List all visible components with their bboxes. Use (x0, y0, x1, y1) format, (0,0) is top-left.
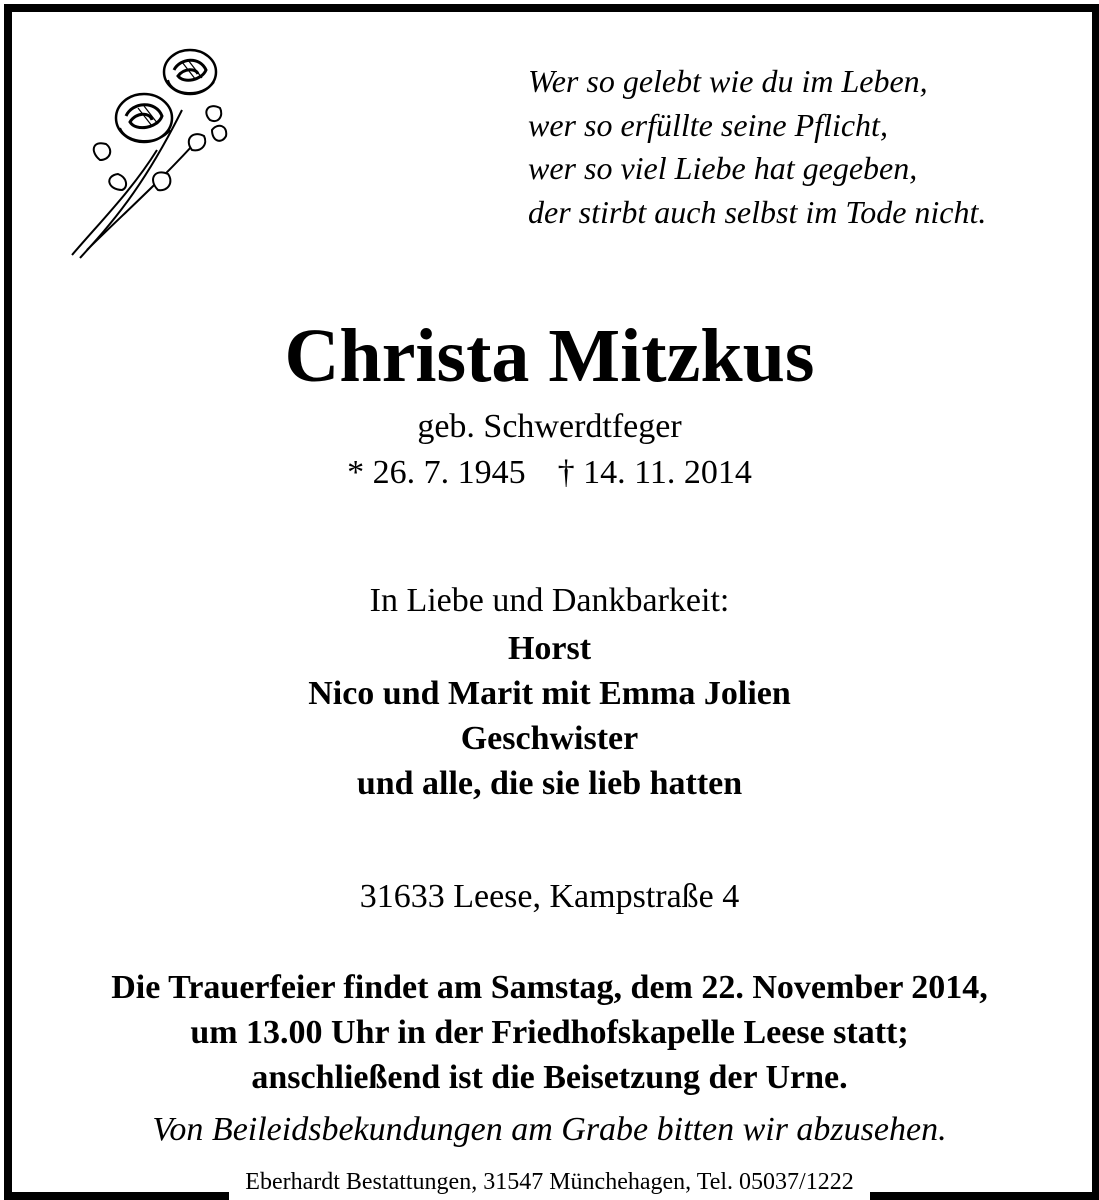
birth-date: * 26. 7. 1945 (347, 454, 526, 491)
ceremony-line: Die Trauerfeier findet am Samstag, dem 22. November 2014, (111, 969, 988, 1006)
poem (528, 60, 1048, 234)
ceremony-line: anschließend ist die Beisetzung der Urne. (251, 1059, 848, 1096)
family-address: 31633 Leese, Kampstraße 4 (359, 878, 740, 915)
deceased-name: Christa Mitzkus (284, 314, 815, 398)
maiden-name: geb. Schwerdtfeger (417, 408, 682, 445)
poem-line: Wer so gelebt wie du im Leben, (528, 63, 928, 99)
condolence-note: Von Beileidsbekundungen am Grabe bitten wir abzusehen. (152, 1111, 947, 1148)
mourner-line: Horst (507, 630, 592, 667)
poem-line: wer so viel Liebe hat gegeben, (528, 150, 918, 186)
mourner-line: Geschwister (460, 720, 639, 757)
life-dates (0, 452, 1099, 494)
rose-icon (62, 40, 232, 265)
footer-bar (0, 1164, 1099, 1200)
poem-line: der stirbt auch selbst im Tode nicht. (528, 193, 987, 230)
poem-line: wer so erfüllte seine Pflicht, (528, 106, 888, 143)
funeral-home-footer: Eberhardt Bestattungen, 31547 Münchehagen, Tel. 05037/1222 (229, 1164, 869, 1200)
mourner-line: und alle, die sie lieb hatten (356, 765, 743, 802)
ceremony-info (0, 965, 1099, 1100)
mourner-line: Nico und Marit mit Emma Jolien (308, 675, 791, 712)
mourners-list (0, 626, 1099, 806)
ceremony-line: um 13.00 Uhr in der Friedhofskapelle Leese statt; (190, 1014, 909, 1051)
death-date: † 14. 11. 2014 (557, 454, 752, 491)
mourners-intro: In Liebe und Dankbarkeit: (369, 582, 730, 619)
